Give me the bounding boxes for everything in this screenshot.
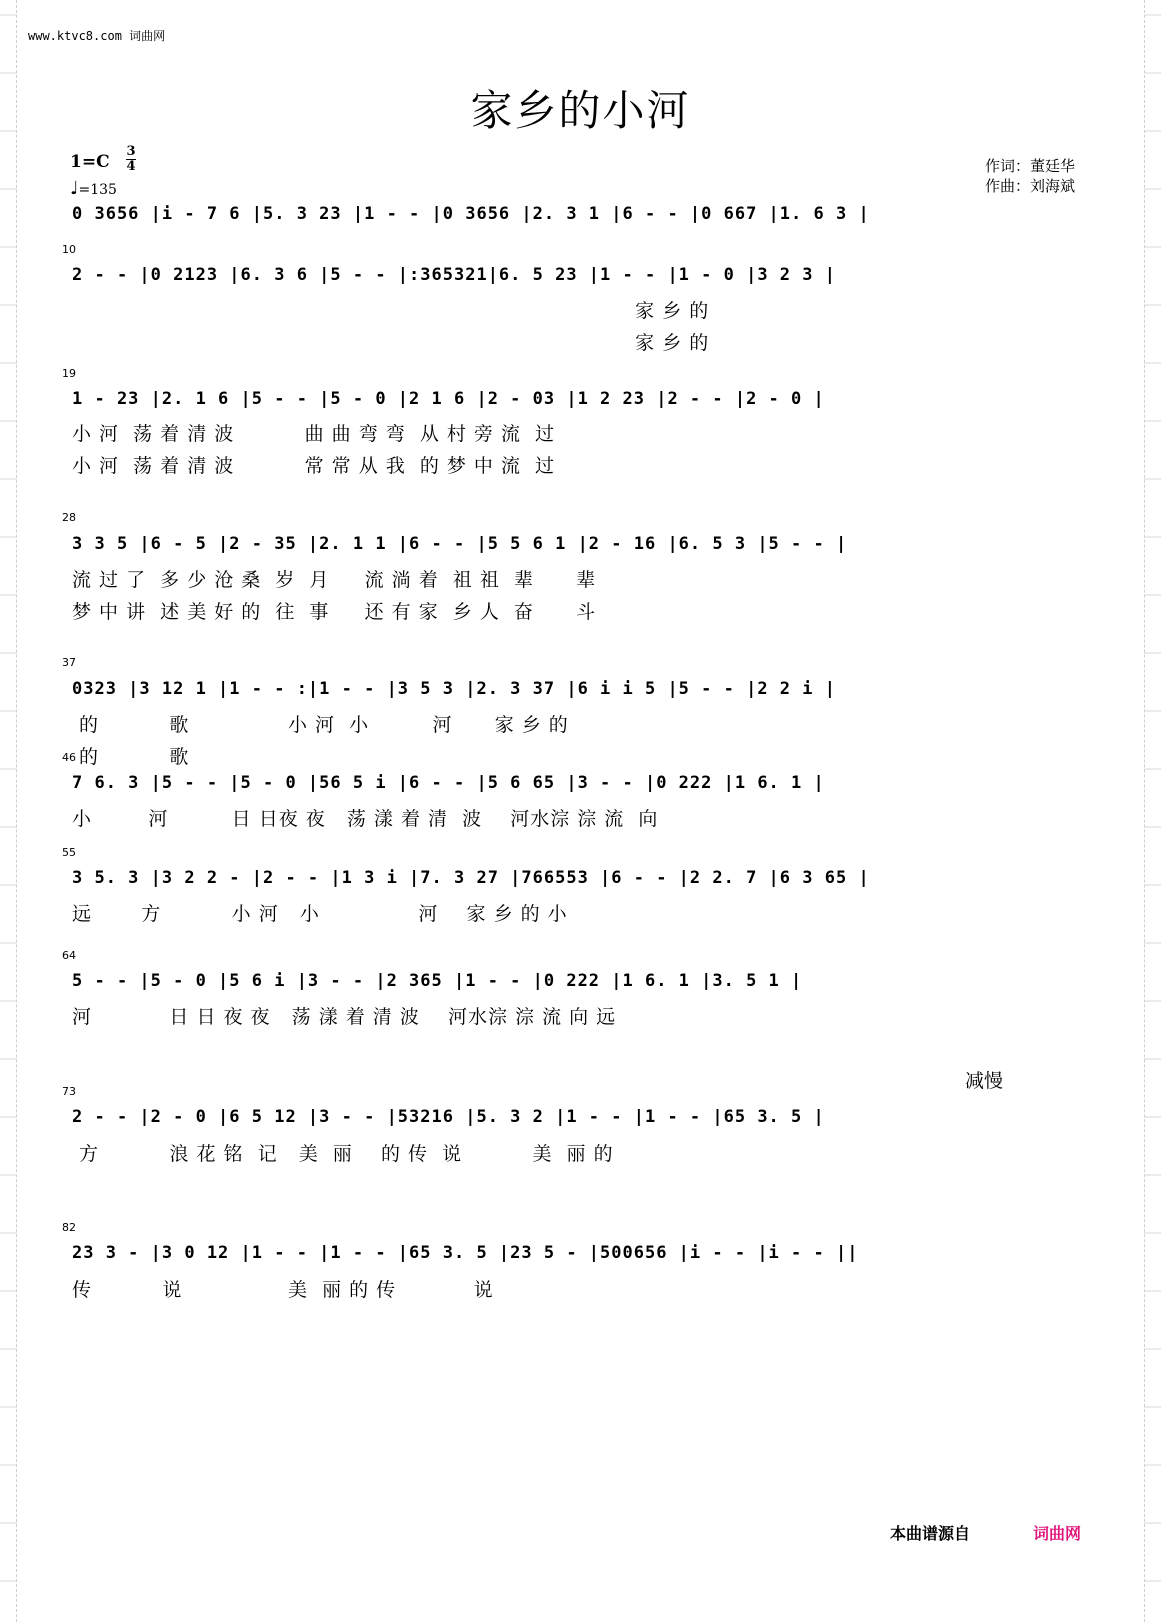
- lyrics-verse-2: 小 河 荡 着 清 波 常 常 从 我 的 梦 中 流 过: [72, 455, 556, 477]
- notes-line: 0 3656 |i - 7 6 |5. 3 23 |1 - - |0 3656 |2. 3 1 |6 - - |0 667 |1. 6 3 |: [72, 204, 870, 224]
- lyrics-verse-1: 小 河 日 日夜 夜 荡 漾 着 清 波 河水淙 淙 流 向: [72, 808, 659, 830]
- measure-number: 19: [62, 367, 76, 380]
- notes-line: 23 3 - |3 0 12 |1 - - |1 - - |65 3. 5 |23 5 - |500656 |i - - |i - - ||: [72, 1243, 859, 1263]
- left-watermark-strip: [0, 0, 17, 1622]
- measure-number: 55: [62, 846, 76, 859]
- notes-line: 2 - - |0 2123 |6. 3 6 |5 - - |:365321|6. 5 23 |1 - - |1 - 0 |3 2 3 |: [72, 265, 836, 285]
- notes-line: 2 - - |2 - 0 |6 5 12 |3 - - |53216 |5. 3 2 |1 - - |1 - - |65 3. 5 |: [72, 1107, 825, 1127]
- lyrics-verse-1: 家 乡 的: [72, 300, 710, 322]
- lyrics-verse-1: 的 歌 小 河 小 河 家 乡 的: [72, 714, 569, 736]
- tempo-marking: [70, 178, 117, 199]
- meter-bottom: 4: [126, 159, 136, 174]
- measure-number: 64: [62, 949, 76, 962]
- measure-number: 73: [62, 1085, 76, 1098]
- lyrics-verse-2: 的 歌: [72, 746, 190, 768]
- lyrics-verse-2: 梦 中 讲 述 美 好 的 往 事 还 有 家 乡 人 奋 斗: [72, 601, 597, 623]
- source-brand-link[interactable]: 词曲网: [1033, 1524, 1082, 1543]
- lyrics-verse-1: 方 浪 花 铭 记 美 丽 的 传 说 美 丽 的: [72, 1143, 614, 1165]
- notes-line: 7 6. 3 |5 - - |5 - 0 |56 5 i |6 - - |5 6 65 |3 - - |0 222 |1 6. 1 |: [72, 773, 825, 793]
- notes-line: 0323 |3 12 1 |1 - - :|1 - - |3 5 3 |2. 3 37 |6 i i 5 |5 - - |2 2 i |: [72, 679, 836, 699]
- measure-number: 10: [62, 243, 76, 256]
- notes-line: 1 - 23 |2. 1 6 |5 - - |5 - 0 |2 1 6 |2 - 03 |1 2 23 |2 - - |2 - 0 |: [72, 389, 825, 409]
- lyrics-verse-2: 家 乡 的: [72, 332, 710, 354]
- tempo-value: =135: [78, 182, 117, 198]
- lyrics-verse-1: 河 日 日 夜 夜 荡 漾 着 清 波 河水淙 淙 流 向 远: [72, 1006, 617, 1028]
- measure-number: 82: [62, 1221, 76, 1234]
- key-signature: 1=C: [70, 152, 110, 172]
- notes-line: 3 5. 3 |3 2 2 - |2 - - |1 3 i |7. 3 27 |766553 |6 - - |2 2. 7 |6 3 65 |: [72, 868, 870, 888]
- lyrics-verse-1: 小 河 荡 着 清 波 曲 曲 弯 弯 从 村 旁 流 过: [72, 423, 556, 445]
- right-watermark-strip: [1144, 0, 1161, 1622]
- tempo-annotation: 减慢: [965, 1070, 1004, 1092]
- lyrics-verse-1: 传 说 美 丽 的 传 说: [72, 1279, 494, 1301]
- measure-number: 46: [62, 751, 76, 764]
- song-title: 家乡的小河: [470, 86, 691, 135]
- composer-credit: 作曲：刘海斌: [985, 177, 1076, 195]
- time-signature: [126, 145, 136, 174]
- quarter-note-icon: ♩: [70, 178, 79, 199]
- site-url: www.ktvc8.com 词曲网: [28, 29, 166, 43]
- source-label: 本曲谱源自: [890, 1524, 971, 1543]
- lyrics-verse-1: 远 方 小 河 小 河 家 乡 的 小: [72, 903, 568, 925]
- meter-top: 3: [126, 144, 136, 159]
- lyricist-credit: 作词：董廷华: [985, 157, 1076, 175]
- notes-line: 3 3 5 |6 - 5 |2 - 35 |2. 1 1 |6 - - |5 5 6 1 |2 - 16 |6. 5 3 |5 - - |: [72, 534, 848, 554]
- lyrics-verse-1: 流 过 了 多 少 沧 桑 岁 月 流 淌 着 祖 祖 辈 辈: [72, 569, 597, 591]
- measure-number: 28: [62, 511, 76, 524]
- measure-number: 37: [62, 656, 76, 669]
- notes-line: 5 - - |5 - 0 |5 6 i |3 - - |2 365 |1 - - |0 222 |1 6. 1 |3. 5 1 |: [72, 971, 803, 991]
